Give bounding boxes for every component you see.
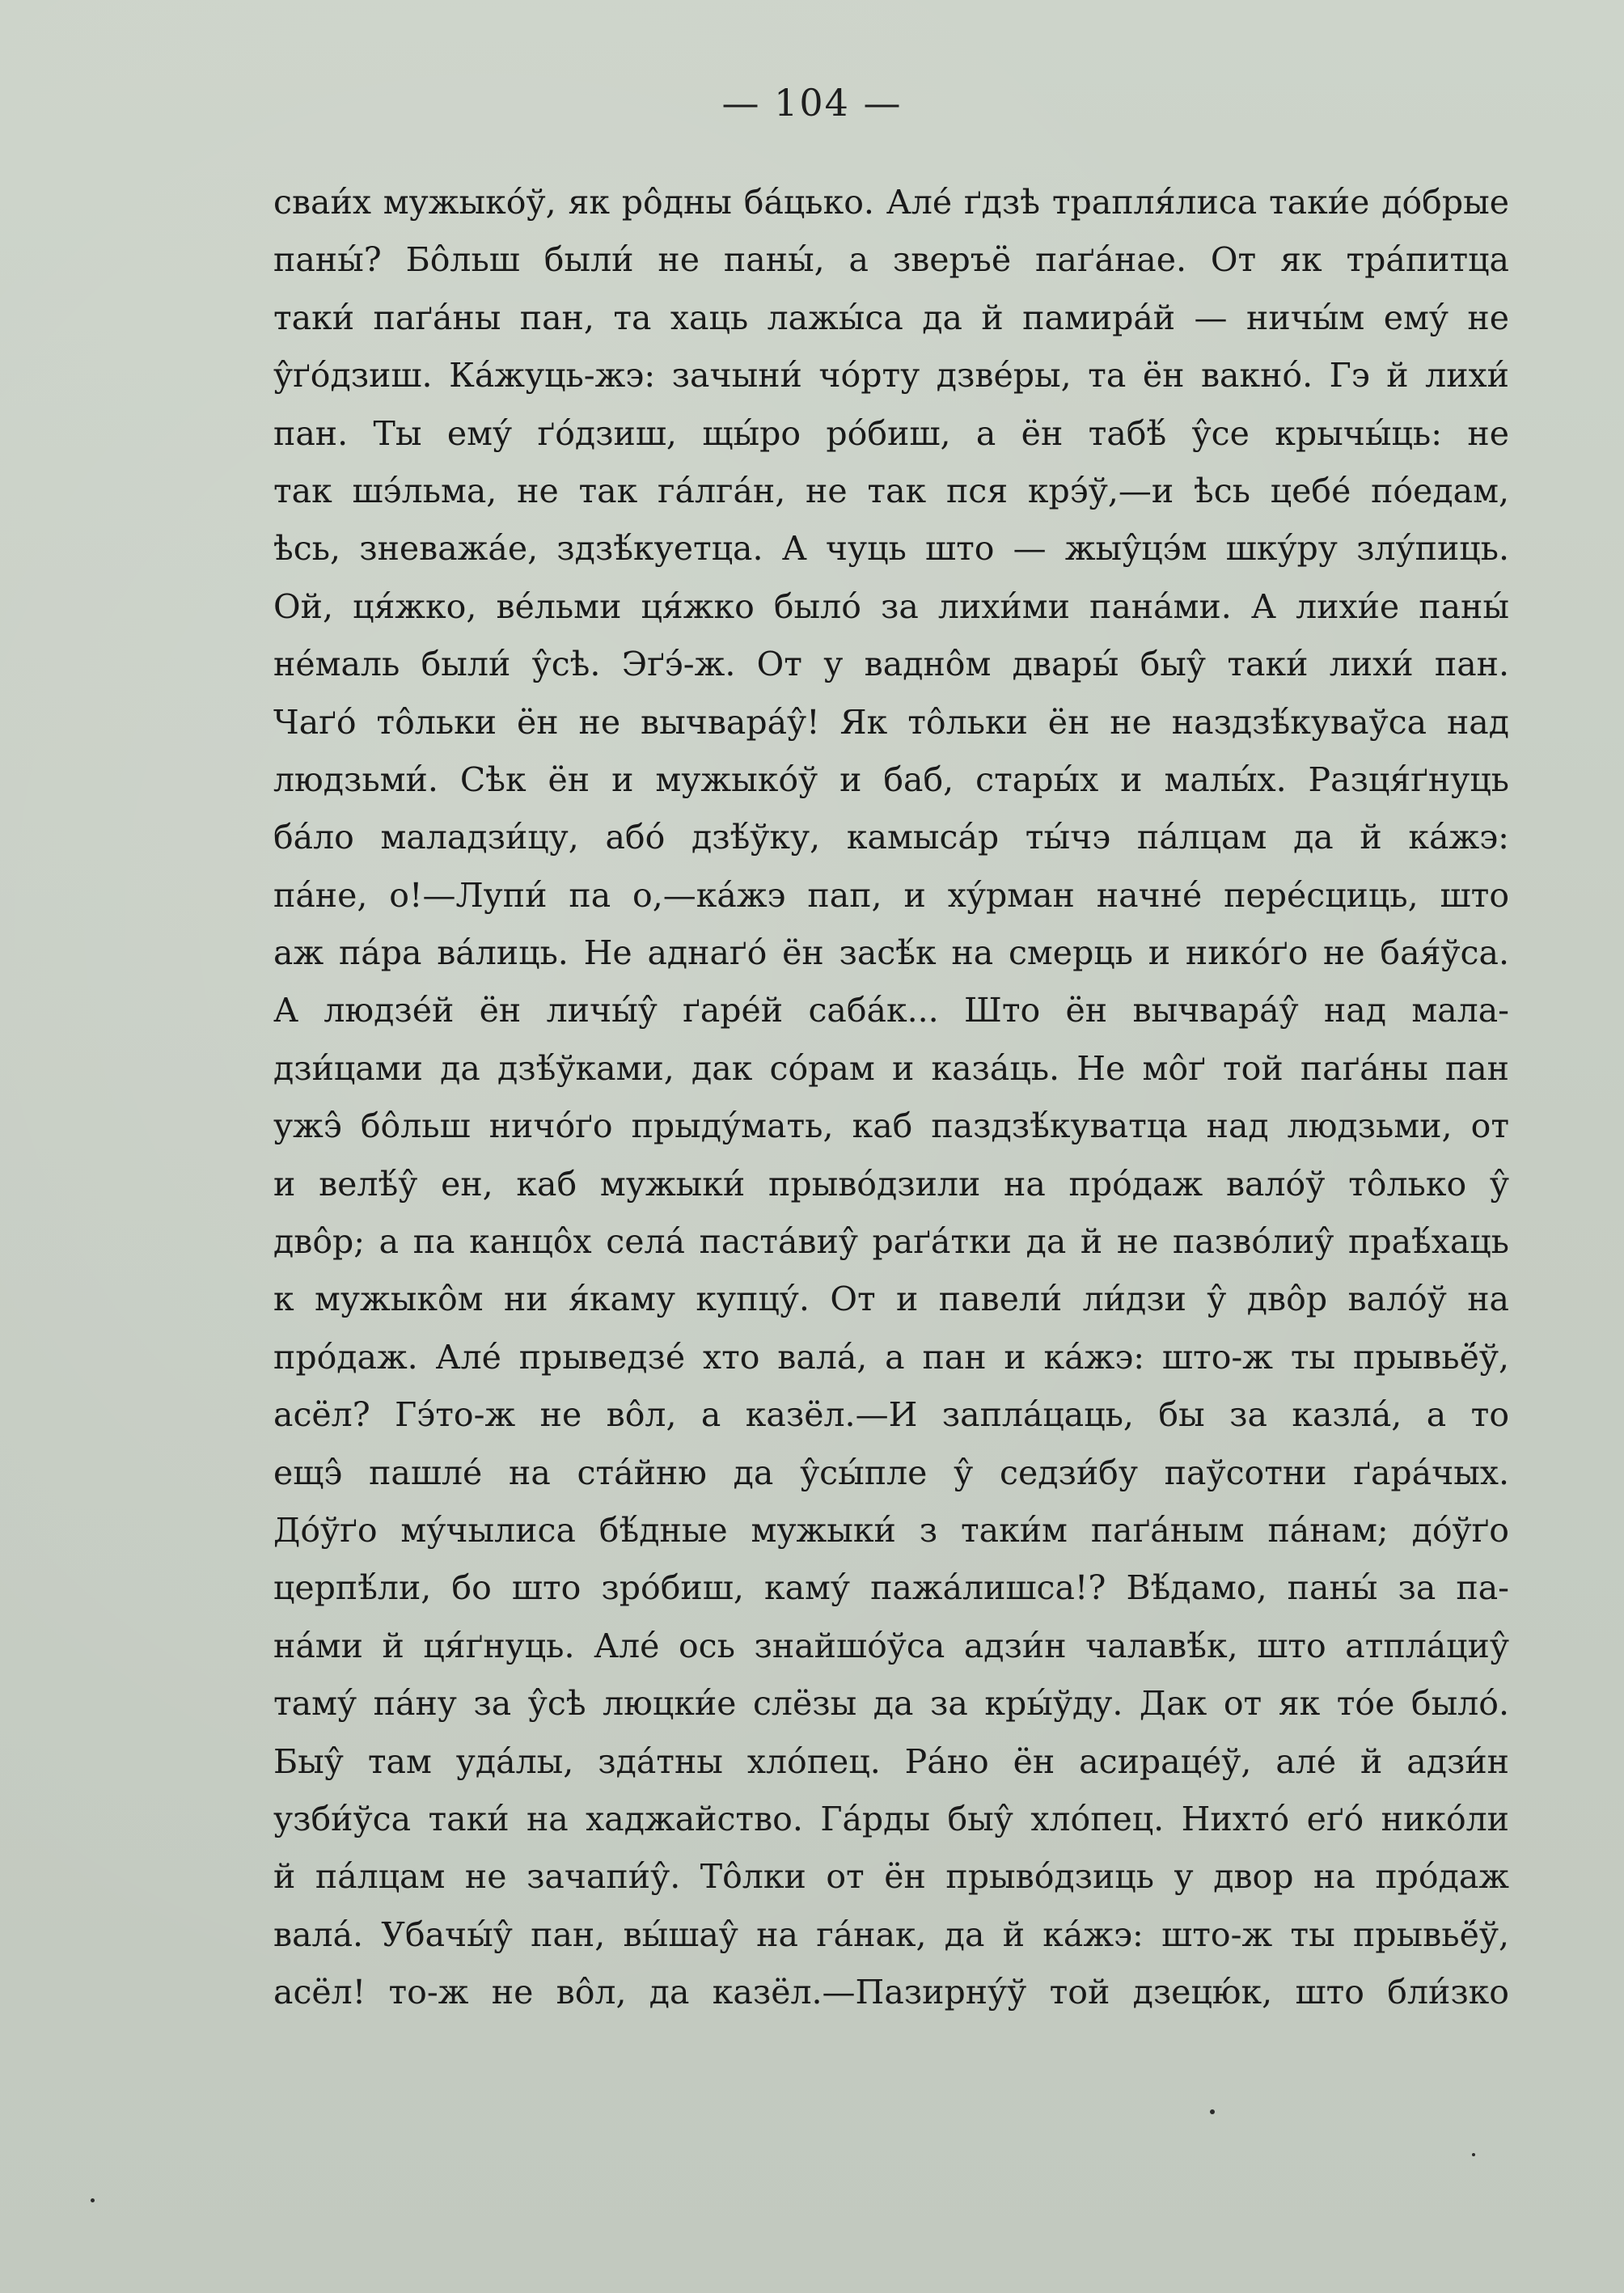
text-line: асёл! то-ж не во̂л, да казёл.—Пазирну́ў той дзецю́к, што бли́зко bbox=[273, 1973, 1509, 2012]
ink-speck bbox=[1210, 2109, 1215, 2114]
text-line: До́ўґо му́чылиса бѣ́дные мужыки́ з таки́м паґа́ным па́нам; до́ўґо bbox=[273, 1510, 1509, 1550]
text-line: пан. Ты ему́ ґо́дзиш, щы́ро ро́биш, а ён табѣ́ у̂се крычы́ць: не bbox=[273, 413, 1509, 453]
text-line: вала́. Убачы́у̂ пан, вы́шау̂ на га́нак, да й ка́жэ: што-ж ты прывьё́ў, bbox=[273, 1914, 1509, 1954]
text-line: Ой, ця́жко, ве́льми ця́жко было́ за лихи́ми пана́ми. А лихи́е паны́ bbox=[273, 586, 1509, 626]
text-line: паны́? Бо̂льш были́ не паны́, а зверъё паґа́нае. От як тра́питца bbox=[273, 240, 1509, 280]
text-line: церпѣ́ли, бо што зро́биш, каму́ пажа́лишса!? Вѣ́дамо, паны́ за па- bbox=[273, 1568, 1509, 1608]
text-line: А людзе́й ён личы́у̂ ґаре́й саба́к... Што ён вычвара́у̂ над мала- bbox=[273, 991, 1509, 1030]
text-line: про́даж. Але́ прыведзе́ хто вала́, а пан и ка́жэ: што-ж ты прывьё́ў, bbox=[273, 1337, 1509, 1377]
text-line: дзи́цами да дзѣ́ўками, дак со́рам и каза́ць. Не мо̂ґ той паґа́ны пан bbox=[273, 1048, 1509, 1088]
text-line: таки́ паґа́ны пан, та хаць лажы́са да й памира́й — ничы́м ему́ не bbox=[273, 298, 1509, 337]
text-line: ба́ло маладзи́цу, або́ дзѣ́ўку, камыса́р ты́чэ па́лцам да й ка́жэ: bbox=[273, 818, 1509, 857]
text-line: ещэ̂ пашле́ на ста́йню да у̂сы́пле у̂ седзи́бу паўсотни ґара́чых. bbox=[273, 1453, 1509, 1492]
text-line: так шэ́льма, не так га́лга́н, не так пся крэ́ў,—и ѣсь цебе́ по́едам, bbox=[273, 471, 1509, 510]
body-text bbox=[273, 174, 1509, 2022]
text-line: сваи́х мужыко́ў, як ро̂дны ба́цько. Але́ ґдзѣ трапля́лиса таки́е до́брые bbox=[273, 183, 1509, 222]
page-number: — 104 — bbox=[721, 81, 903, 125]
text-line: и велѣ́у̂ ен, каб мужыки́ прыво́дзили на про́даж вало́ў то̂лько у̂ bbox=[273, 1164, 1509, 1204]
text-line: Чаґо́ то̂льки ён не вычвара́у̂! Як то̂льки ён не наздзѣ́куваўса над bbox=[273, 702, 1509, 742]
text-line: аж па́ра ва́лиць. Не аднаґо́ ён засѣ́к на смерць и нико́ґо не бая́ўса. bbox=[273, 933, 1509, 973]
text-line: па́не, о!—Лупи́ па о,—ка́жэ пап, и ху́рман начне́ пере́сциць, што bbox=[273, 875, 1509, 915]
text-line: ѣсь, зневажа́е, здзѣ́куетца. А чуць што — жыу̂цэ́м шку́ру злу́пиць. bbox=[273, 529, 1509, 569]
ink-speck bbox=[1472, 2153, 1475, 2156]
text-line: на́ми й ця́ґнуць. Але́ ось знайшо́ўса адзи́н чалавѣ́к, што атпла́циу̂ bbox=[273, 1626, 1509, 1665]
text-line: к мужыко̂м ни я́каму купцу́. От и павели́ ли́дзи у̂ дво̂р вало́ў на bbox=[273, 1280, 1509, 1319]
text-line: людзьми́. Сѣк ён и мужыко́ў и баб, стары́х и малы́х. Разця́ґнуць bbox=[273, 759, 1509, 799]
text-line: не́маль были́ у̂сѣ. Эґэ́-ж. От у вадно̂м двары́ быу̂ таки́ лихи́ пан. bbox=[273, 645, 1509, 684]
text-line: узби́ўса таки́ на хаджайство. Га́рды быу̂ хло́пец. Нихто́ еґо́ нико́ли bbox=[273, 1799, 1509, 1838]
text-line: у̂ґо́дзиш. Ка́жуць-жэ: зачыни́ чо́рту дзве́ры, та ён вакно́. Гэ й лихи́ bbox=[273, 356, 1509, 396]
text-line: ужэ̂ бо̂льш ничо́ґо прыду́мать, каб паздзѣ́куватца над людзьми, от bbox=[273, 1106, 1509, 1146]
text-line: дво̂р; а па канцо̂х села́ паста́виу̂ раґа́тки да й не пазво́лиу̂ праѣ́хаць bbox=[273, 1222, 1509, 1262]
text-line: асёл? Гэ́то-ж не во̂л, а казёл.—И запла́цаць, бы за казла́, а то bbox=[273, 1395, 1509, 1435]
text-line: таму́ па́ну за у̂сѣ люцки́е слёзы да за кры́ўду. Дак от як то́е было́. bbox=[273, 1684, 1509, 1724]
text-line: Быу̂ там уда́лы, зда́тны хло́пец. Ра́но ён асираце́ў, але́ й адзи́н bbox=[273, 1741, 1509, 1781]
text-line: й па́лцам не зачапи́у̂. То̂лки от ён прыво́дзиць у двор на про́даж bbox=[273, 1857, 1509, 1897]
ink-speck bbox=[91, 2198, 95, 2202]
